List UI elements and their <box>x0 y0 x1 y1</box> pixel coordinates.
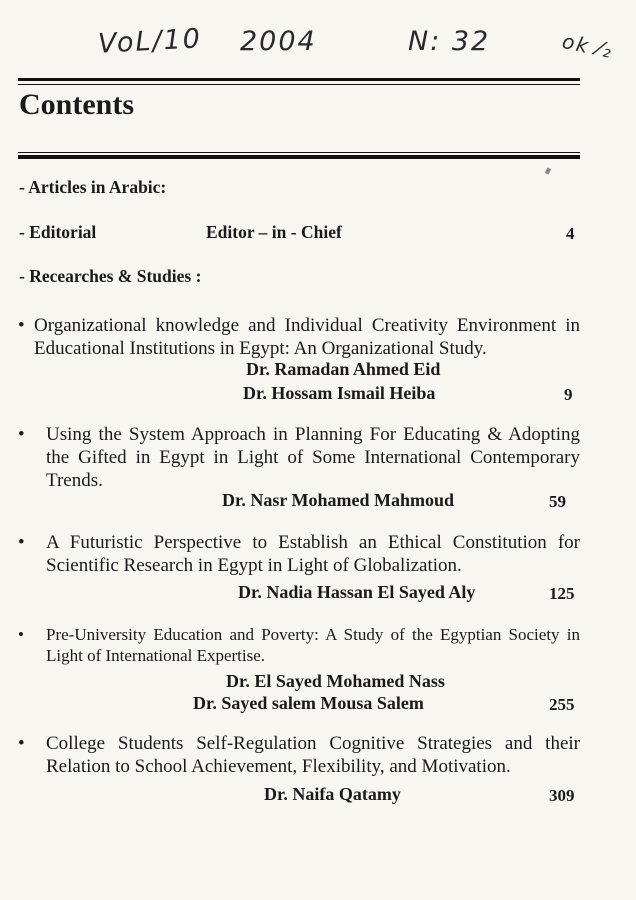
bullet-icon: • <box>18 733 25 754</box>
editorial-author: Editor – in - Chief <box>206 222 342 242</box>
entry-1-title <box>18 314 580 360</box>
entry-4-author-2: Dr. Sayed salem Mousa Salem <box>193 693 424 713</box>
entry-3-title <box>18 531 580 577</box>
handwritten-year: 2004 <box>240 26 317 57</box>
entry-5-title-text: College Students Self-Regulation Cognitive Strategies and their Relation to School Achievement, Flexibility, and Motivation. <box>46 733 580 777</box>
scan-speck <box>545 167 551 174</box>
handwritten-volume: VoL/10 <box>97 23 203 60</box>
bullet-icon: • <box>18 532 25 553</box>
handwritten-number: N: 32 <box>408 26 491 57</box>
section-articles-arabic: - Articles in Arabic: <box>19 177 167 197</box>
section-researches: - Recearches & Studies : <box>19 266 202 286</box>
entry-4-page-number: 255 <box>549 695 575 714</box>
entry-1-author-2: Dr. Hossam Ismail Heiba <box>243 383 436 403</box>
entry-1-author-1: Dr. Ramadan Ahmed Eid <box>246 359 441 379</box>
entry-2-author-1: Dr. Nasr Mohamed Mahmoud <box>222 490 455 510</box>
entry-5-title <box>18 732 580 778</box>
top-double-rule <box>18 78 580 85</box>
entry-3-author-1: Dr. Nadia Hassan El Sayed Aly <box>238 582 476 602</box>
bullet-icon: • <box>18 625 24 644</box>
editorial-page-number: 4 <box>566 224 575 243</box>
entry-5-page-number: 309 <box>549 786 575 805</box>
bottom-double-rule <box>18 152 580 159</box>
entry-1-title-text: Organizational knowledge and Individual Creativity Environment in Educational Institutions in Egypt: An Organizational Study. <box>34 315 580 359</box>
entry-4-title-text: Pre-University Education and Poverty: A Study of the Egyptian Society in Light of International Expertise. <box>46 625 580 665</box>
entry-1-page-number: 9 <box>564 385 573 404</box>
handwritten-ok-mark: ok ⁄₂ <box>560 28 616 64</box>
entry-5-author-1: Dr. Naifa Qatamy <box>264 784 401 804</box>
entry-4-author-1: Dr. El Sayed Mohamed Nass <box>226 671 445 691</box>
entry-2-page-number: 59 <box>549 492 566 511</box>
bullet-icon: • <box>18 315 25 336</box>
entry-3-title-text: A Futuristic Perspective to Establish an Ethical Constitution for Scientific Research in Egypt in Light of Globalization. <box>46 532 580 576</box>
bullet-icon: • <box>18 424 25 445</box>
section-editorial-label: - Editorial <box>19 222 97 242</box>
entry-2-title <box>18 423 580 492</box>
entry-2-title-text: Using the System Approach in Planning For Educating & Adopting the Gifted in Egypt in Light of Some International Contemporary Trends. <box>46 424 580 491</box>
entry-3-page-number: 125 <box>549 584 575 603</box>
entry-4-title <box>18 624 580 666</box>
page-title: Contents <box>19 88 135 121</box>
